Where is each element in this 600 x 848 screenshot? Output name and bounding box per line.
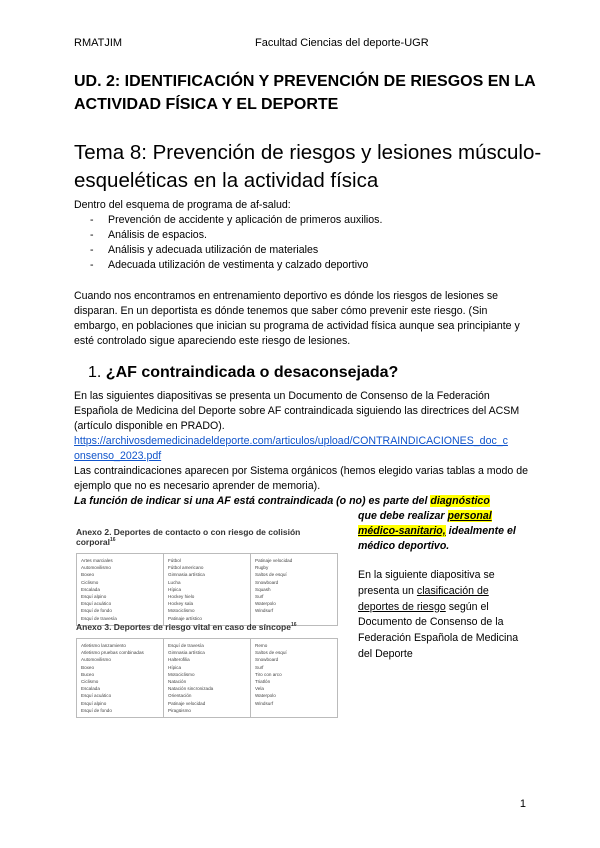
unit-title: UD. 2: IDENTIFICACIÓN Y PREVENCIÓN DE RIESGOS EN LA ACTIVIDAD FÍSICA Y EL DEPORTE — [74, 73, 536, 113]
table-cell: Patinaje velocidad — [255, 558, 293, 563]
table-cell: Atletismo pruebas combinadas — [81, 650, 144, 656]
table-cell: Lucha — [168, 579, 181, 585]
intro-block — [74, 198, 534, 273]
list-item: - Análisis y adecuada utilización de materiales — [74, 243, 534, 258]
table-cell: Buceo — [81, 671, 95, 677]
table-cell: Surf — [255, 664, 264, 670]
side-line: En la siguiente diapositiva se — [358, 569, 495, 581]
section-heading — [88, 364, 398, 382]
table-cell: Ciclismo — [81, 679, 99, 685]
table-cell: Patinaje artístico — [168, 615, 202, 621]
intro-text: Dentro del esquema de programa de af-salud: — [74, 199, 291, 211]
topic-title: Tema 8: Prevención de riesgos y lesiones músculo-esqueléticas en la actividad física — [74, 141, 542, 192]
emphasis-line-3 — [358, 524, 516, 539]
table-cell: Ciclismo — [81, 579, 99, 585]
table-cell: Esquí acuático — [81, 693, 112, 699]
table-cell: Squash — [255, 586, 271, 592]
table-cell: Automovilismo — [81, 565, 111, 571]
table-cell: Automovilismo — [81, 657, 111, 663]
list-item: - Adecuada utilización de vestimenta y calzado deportivo — [74, 258, 534, 273]
table-cell: Patinaje velocidad — [168, 700, 206, 706]
paragraph-consensus: En las siguientes diapositivas se presenta un Documento de Consenso de la Federación Española de Medicina del Deporte sobre AF contraindicada siguiendo las directrices del ACSM (artículo disponible en PRADO). — [74, 390, 520, 432]
table-cell: Artes marciales — [81, 558, 113, 563]
side-line: Federación Española de Medicina — [358, 632, 519, 645]
anexo2-title-text: Anexo 2. Deportes de contacto o con riesgo de colisión corporal — [76, 527, 301, 547]
table-cell: Hockey sala — [168, 601, 194, 607]
highlight-medico-sanitario: médico-sanitario, — [358, 525, 446, 537]
table-cell: Gimnasia artística — [168, 572, 205, 578]
paragraph-training-risk: Cuando nos encontramos en entrenamiento deportivo es dónde los riesgos de lesiones se disparan. En un deportista es dónde tenemos que saber cómo prevenir este riesgo. (Sin embargo, en poblaciones que inician su programa de actividad física aunque sea principiante y esté controlado sigue apareciendo este riesgo de lesiones. — [74, 290, 520, 347]
table-cell: Snowboard — [255, 657, 279, 663]
table-cell: Hockey hielo — [168, 594, 195, 600]
side-text: según el — [445, 600, 489, 613]
page-number: 1 — [519, 798, 526, 810]
table-cell: Esquí de fondo — [81, 707, 112, 713]
underlined-deportes-riesgo: deportes de riesgo — [358, 600, 446, 613]
emphasis-text: La función de indicar si una AF está contraindicada (o no) es parte del — [74, 495, 431, 507]
anexo3-column-1 — [77, 639, 164, 717]
link-line-1: https://archivosdemedicinadeldeporte.com/articulos/upload/CONTRAINDICACIONES_doc_c — [74, 435, 508, 447]
underlined-clasificacion: clasificación de — [416, 584, 489, 597]
emphasis-line-2 — [358, 509, 492, 524]
emphasis-text: que debe realizar — [358, 510, 448, 522]
side-line: del Deporte — [358, 647, 413, 660]
anexo3-column-3 — [251, 639, 337, 717]
emphasis-text: idealmente el — [445, 525, 516, 537]
table-cell: Triatlón — [255, 679, 271, 685]
table-cell: Esquí de travesía — [168, 643, 204, 648]
table-cell: Piragüismo — [168, 707, 191, 713]
section-title: ¿AF contraindicada o desaconsejada? — [105, 364, 399, 381]
side-text: presenta un — [358, 584, 417, 597]
table-cell: Esquí acuático — [81, 601, 112, 607]
emphasis-line-1 — [74, 494, 490, 509]
table-cell: Halterofilia — [168, 657, 190, 663]
side-paragraph — [358, 568, 538, 663]
list-item: - Análisis de espacios. — [74, 228, 534, 243]
anexo2-column-3 — [251, 554, 337, 625]
anexo2-title — [76, 527, 338, 547]
section-number: 1. — [88, 364, 102, 381]
table-cell: Boxeo — [81, 664, 95, 670]
anexo3-figure — [76, 622, 338, 718]
table-cell: Esquí alpino — [81, 700, 107, 706]
table-cell: Vela — [255, 686, 264, 692]
table-cell: Surf — [255, 594, 264, 600]
table-cell: Esquí de fondo — [81, 608, 112, 614]
anexo3-title — [76, 622, 338, 632]
highlight-diagnostico: diagnóstico — [430, 495, 490, 507]
side-line — [358, 600, 538, 616]
anexo3-table — [76, 638, 338, 718]
table-cell: Rugby — [255, 565, 269, 571]
table-cell: Motociclismo — [168, 608, 195, 614]
table-cell: Remo — [255, 643, 268, 648]
table-cell: Boxeo — [81, 572, 95, 578]
table-cell: Esquí de travesía — [81, 615, 117, 621]
table-cell: Escalada — [81, 586, 100, 592]
bullet-list — [74, 213, 534, 273]
table-cell: Fútbol — [168, 558, 181, 563]
paragraph-contraindications: Las contraindicaciones aparecen por Sistema orgánicos (hemos elegido varias tablas a modo de ejemplo que no es necesario aprender de memoria). — [74, 465, 529, 492]
table-cell: Orientación — [168, 693, 192, 699]
side-line — [358, 584, 538, 600]
link-line-2: onsenso_2023.pdf — [74, 450, 162, 462]
anexo2-citation: 16 — [110, 537, 116, 544]
side-line: Documento de Consenso de la — [358, 616, 504, 629]
table-cell: Windsurf — [255, 700, 274, 706]
table-cell: Gimnasia artística — [168, 650, 205, 656]
table-cell: Natación sincronizada — [168, 686, 214, 692]
table-cell: Saltos de esquí — [255, 572, 287, 578]
header-faculty: Facultad Ciencias del deporte-UGR — [255, 37, 429, 49]
table-cell: Snowboard — [255, 579, 279, 585]
table-cell: Waterpolo — [255, 601, 276, 607]
table-cell: Hípica — [168, 664, 182, 670]
anexo3-citation: 16 — [290, 622, 297, 629]
table-cell: Escalada — [81, 686, 100, 692]
table-cell: Motociclismo — [168, 671, 195, 677]
table-cell: Tiro con arco — [255, 671, 282, 677]
consensus-link[interactable] — [74, 434, 534, 464]
table-cell: Natación — [168, 679, 187, 685]
anexo2-column-1 — [77, 554, 164, 625]
table-cell: Fútbol americano — [168, 565, 204, 571]
list-item: - Prevención de accidente y aplicación de primeros auxilios. — [74, 213, 534, 228]
table-cell: Windsurf — [255, 608, 274, 614]
anexo2-column-2 — [164, 554, 251, 625]
header-author: RMATJIM — [74, 37, 123, 49]
table-cell: Saltos de esquí — [255, 650, 287, 656]
table-cell: Esquí alpino — [81, 594, 107, 600]
anexo3-title-text: Anexo 3. Deportes de riesgo vital en caso de síncope — [76, 622, 291, 632]
anexo3-column-2 — [164, 639, 251, 717]
highlight-personal: personal — [447, 510, 492, 522]
emphasis-line-4: médico deportivo. — [358, 540, 450, 552]
table-cell: Hípica — [168, 586, 182, 592]
table-cell: Atletismo lanzamiento — [81, 643, 126, 648]
table-cell: Waterpolo — [255, 693, 276, 699]
